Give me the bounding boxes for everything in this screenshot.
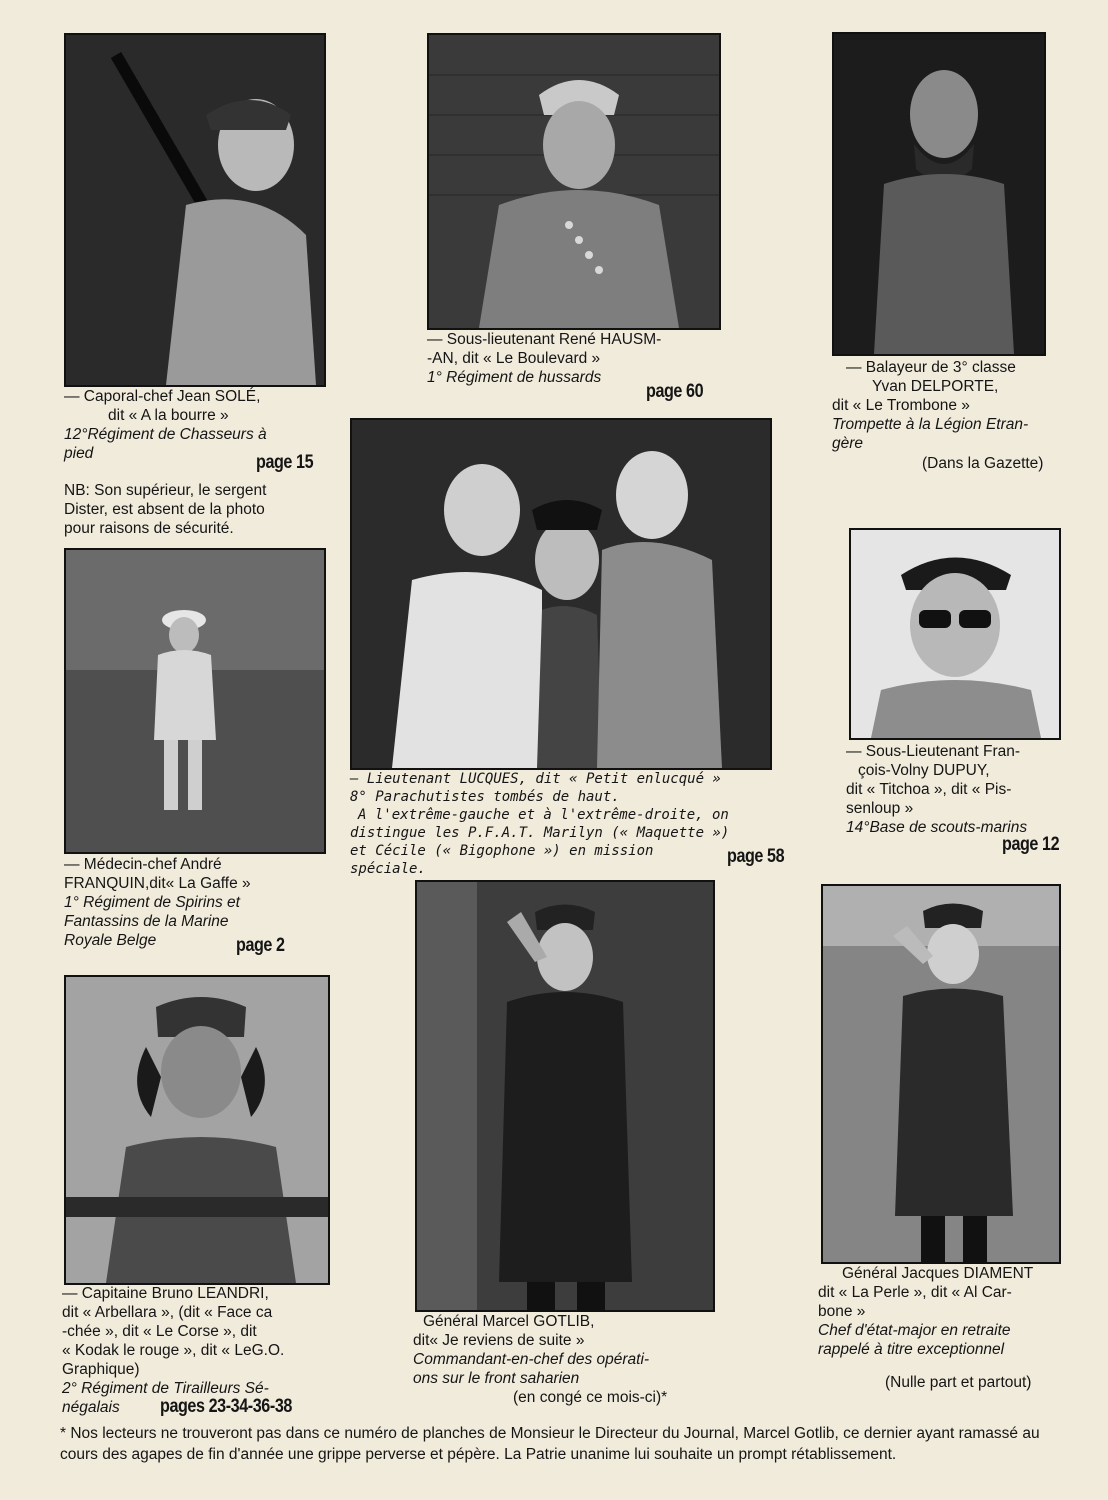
caption-line: FRANQUIN,dit« La Gaffe » xyxy=(64,875,251,892)
hussar-figure xyxy=(429,35,719,328)
caption-regiment: Trompette à la Légion Etran- xyxy=(832,416,1029,433)
soldier-with-rifle-figure xyxy=(66,35,324,385)
group-of-three-figure xyxy=(352,420,770,768)
caption-line: spéciale. xyxy=(350,861,426,877)
caption-regiment: ons sur le front saharien xyxy=(413,1370,580,1387)
caption-delporte xyxy=(832,358,1028,453)
caption-line: — Lieutenant LUCQUES, dit « Petit enlucqué » xyxy=(350,771,721,787)
caption-line: dit « A la bourre » xyxy=(108,407,229,424)
caption-line: « Kodak le rouge », dit « LeG.O. xyxy=(62,1342,285,1359)
caption-regiment: gère xyxy=(832,435,864,452)
photo-dupuy xyxy=(849,528,1061,740)
footnote: * Nos lecteurs ne trouveront pas dans ce numéro de planches de Monsieur le Directeur du Journal, Marcel Gotlib, ce dernier ayant ramassé au cours des agapes de fin d'année une grippe perverse et pépère. La Patrie unanime lui souhaite un prompt rétablissement. xyxy=(60,1425,1040,1463)
caption-regiment: Fantassins de la Marine xyxy=(64,913,229,930)
caption-regiment: Royale Belge xyxy=(64,932,157,949)
caption-lucques xyxy=(350,770,729,878)
caption-franquin xyxy=(64,855,251,950)
extra-gotlib: (en congé ce mois-ci)* xyxy=(513,1389,668,1406)
caption-line: — Caporal-chef Jean SOLÉ, xyxy=(64,388,261,405)
caption-diament xyxy=(818,1264,1033,1359)
page-ref-lucques: page 58 xyxy=(727,846,785,867)
caption-regiment: 12°Régiment de Chasseurs à xyxy=(64,426,267,443)
page-ref-hausman: page 60 xyxy=(646,381,704,402)
note-line: pour raisons de sécurité. xyxy=(64,520,234,537)
caption-gotlib xyxy=(413,1312,649,1388)
caption-sole xyxy=(64,387,267,463)
caption-dupuy xyxy=(846,742,1027,837)
caption-hausman xyxy=(427,330,661,387)
photo-hausman xyxy=(427,33,721,330)
caption-regiment: rappelé à titre exceptionnel xyxy=(818,1341,1005,1358)
caption-regiment: Commandant-en-chef des opérati- xyxy=(413,1351,650,1368)
caption-regiment: Chef d'état-major en retraite xyxy=(818,1322,1011,1339)
caption-line: distingue les P.F.A.T. Marilyn (« Maquette ») xyxy=(350,825,730,841)
caption-line: A l'extrême-gauche et à l'extrême-droite, on xyxy=(358,807,729,823)
caption-line: dit « Arbellara », (dit « Face ca xyxy=(62,1304,273,1321)
page-ref-leandri: pages 23-34-36-38 xyxy=(160,1396,292,1417)
caption-line: senloup » xyxy=(846,800,914,817)
caption-regiment: 2° Régiment de Tirailleurs Sé- xyxy=(62,1380,269,1397)
caption-line: Yvan DELPORTE, xyxy=(872,378,999,395)
caption-line: -chée », dit « Le Corse », dit xyxy=(62,1323,257,1340)
page-ref-franquin: page 2 xyxy=(236,935,285,956)
note-sole xyxy=(64,481,266,538)
photo-franquin xyxy=(64,548,326,854)
caption-line: dit« Je reviens de suite » xyxy=(413,1332,585,1349)
sailor-child-figure xyxy=(66,550,324,852)
caption-line: -AN, dit « Le Boulevard » xyxy=(427,350,601,367)
photo-diament xyxy=(821,884,1061,1264)
caption-regiment: 14°Base de scouts-marins xyxy=(846,819,1028,836)
caption-line: Général Jacques DIAMENT xyxy=(842,1265,1034,1282)
general-saluting-figure xyxy=(823,886,1059,1262)
saluting-soldier-figure xyxy=(417,882,713,1310)
tirailleur-figure xyxy=(66,977,328,1283)
photo-gotlib xyxy=(415,880,715,1312)
caption-line: et Cécile (« Bigophone ») en mission xyxy=(350,843,654,859)
caption-line: dit « La Perle », dit « Al Car- xyxy=(818,1284,1012,1301)
photo-lucques xyxy=(350,418,772,770)
legionnaire-figure xyxy=(834,34,1044,354)
caption-line: — Sous-Lieutenant Fran- xyxy=(846,743,1021,760)
photo-leandri xyxy=(64,975,330,1285)
note-line: Dister, est absent de la photo xyxy=(64,501,265,518)
caption-regiment: négalais xyxy=(62,1399,120,1416)
caption-line: dit « Titchoa », dit « Pis- xyxy=(846,781,1012,798)
photo-delporte xyxy=(832,32,1046,356)
caption-line: Graphique) xyxy=(62,1361,140,1378)
page-ref-dupuy: page 12 xyxy=(1002,834,1060,855)
page-ref-sole: page 15 xyxy=(256,452,314,473)
note-line: NB: Son supérieur, le sergent xyxy=(64,482,267,499)
caption-regiment: 1° Régiment de hussards xyxy=(427,369,602,386)
caption-line: bone » xyxy=(818,1303,866,1320)
scout-boy-figure xyxy=(851,530,1059,738)
caption-regiment: pied xyxy=(64,445,94,462)
caption-line: — Capitaine Bruno LEANDRI, xyxy=(62,1285,269,1302)
caption-regiment: 1° Régiment de Spirins et xyxy=(64,894,240,911)
caption-line: dit « Le Trombone » xyxy=(832,397,970,414)
caption-line: 8° Parachutistes tombés de haut. xyxy=(350,789,620,805)
caption-line: — Médecin-chef André xyxy=(64,856,222,873)
extra-diament: (Nulle part et partout) xyxy=(885,1374,1032,1391)
photo-sole xyxy=(64,33,326,387)
caption-line: — Balayeur de 3° classe xyxy=(846,359,1016,376)
caption-line: — Sous-lieutenant René HAUSM- xyxy=(427,331,662,348)
extra-delporte: (Dans la Gazette) xyxy=(922,455,1044,472)
caption-line: Général Marcel GOTLIB, xyxy=(423,1313,595,1330)
caption-line: çois-Volny DUPUY, xyxy=(858,762,990,779)
